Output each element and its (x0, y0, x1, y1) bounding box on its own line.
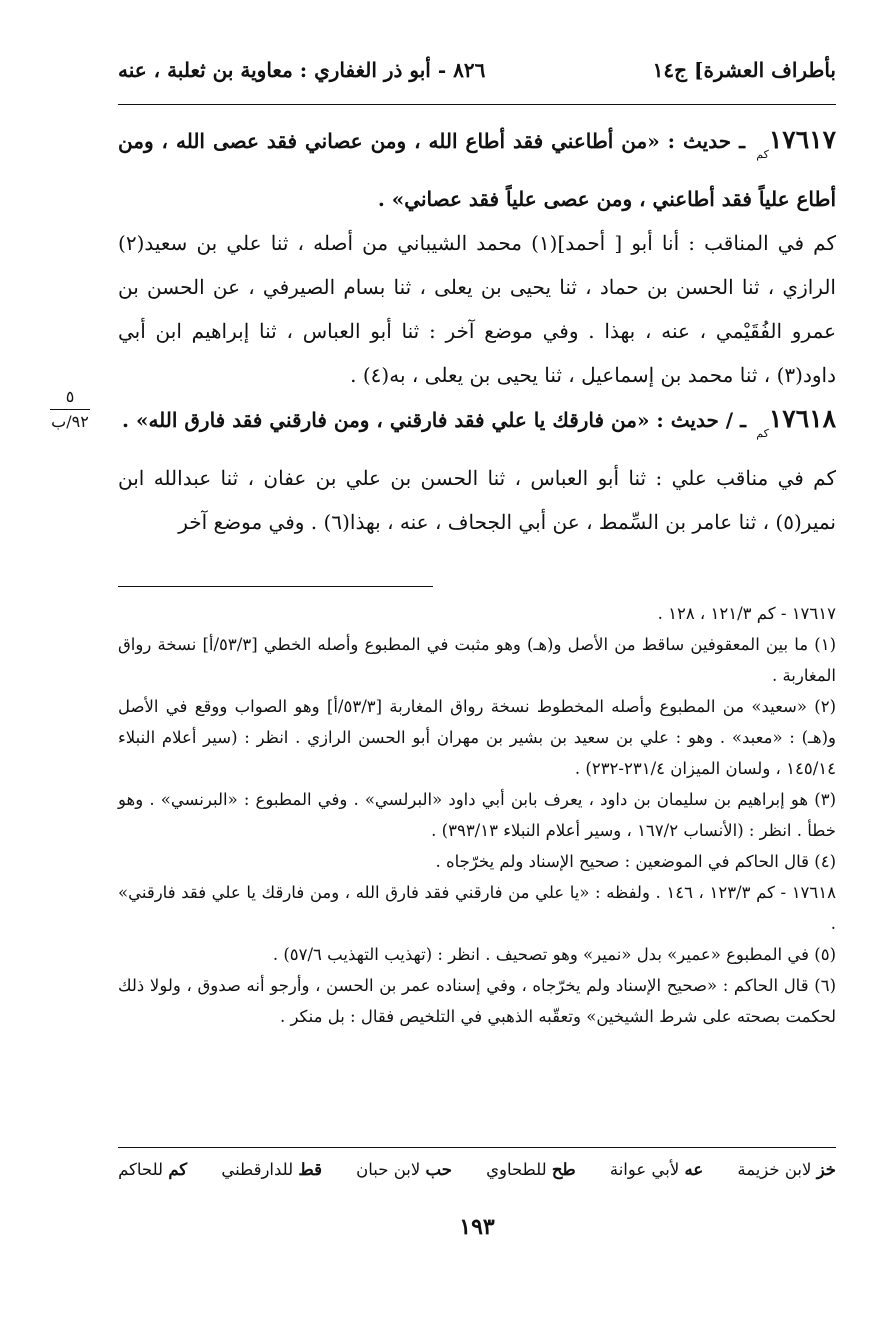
abbreviation-code: عه (684, 1160, 704, 1179)
abbreviation-name: للدارقطني (221, 1160, 294, 1179)
hadith-entry-17618 (118, 397, 836, 456)
page-number: ١٩٣ (459, 1214, 495, 1240)
header-volume-title: بأطراف العشرة] ج١٤ (652, 58, 836, 82)
folio-bottom: ٩٢/ب (51, 412, 89, 431)
hadith-text: ـ حديث : «من أطاعني فقد أطاع الله ، ومن عصاني فقد عصى الله ، ومن أطاع علياً فقد أطاعني ، ومن عصى علياً فقد عصاني» . (118, 129, 836, 211)
manuscript-folio-marker (46, 388, 94, 431)
footnote: (٢) «سعيد» من المطبوع وأصله المخطوط نسخة رواق المغاربة [٥٣/٣/أ] وهو الصواب ووقع في الأصل و(هـ) : «معبد» . وهو : علي بن سعيد بن بشير بن مهران أبو الحسن الرازي . انظر : (سير أعلام النبلاء ١٤٥/١٤ ، ولسان الميزان ٢٣١/٤-٢٣٢) . (118, 697, 837, 778)
abbreviation-name: للحاكم (118, 1160, 164, 1179)
abbreviation-code: قط (298, 1160, 322, 1179)
abbreviation-item (737, 1160, 836, 1179)
abbreviation-rule (118, 1147, 836, 1148)
header-rule (118, 104, 836, 105)
abbreviation-item (221, 1160, 322, 1179)
abbreviation-item (610, 1160, 703, 1179)
footnote: (٤) قال الحاكم في الموضعين : صحيح الإسناد ولم يخرّجاه . (435, 852, 836, 871)
footnote: (١) ما بين المعقوفين ساقط من الأصل و(هـ) وهو مثبت في المطبوع وأصله الخطي [٥٣/٣/أ] نسخة رواق المغاربة . (118, 635, 836, 685)
main-text (118, 118, 836, 544)
hadith-chain: كم في مناقب علي : ثنا أبو العباس ، ثنا الحسن بن علي بن عفان ، ثنا عبدالله ابن نمير(٥) ، ثنا عامر بن السِّمط ، عن أبي الجحاف ، عنه ، بهذا(٦) . وفي موضع آخر (118, 466, 836, 534)
running-header (118, 58, 836, 90)
abbreviation-code: حب (425, 1160, 452, 1179)
abbreviation-code: كم (168, 1160, 188, 1179)
footnote-separator (118, 586, 433, 587)
footnotes (118, 598, 836, 1032)
abbreviation-code: خز (816, 1160, 836, 1179)
footnote-ref: ١٧٦١٨ - كم ١٢٣/٣ ، ١٤٦ . ولفظه : «يا علي من فارقني فقد فارق الله ، ومن فارقك يا علي فقد فارقني» . (118, 883, 836, 933)
abbreviation-name: لابن خزيمة (737, 1160, 812, 1179)
source-mark: كم (756, 148, 769, 161)
hadith-chain: كم في المناقب : أنا أبو [ أحمد](١) محمد الشيباني من أصله ، ثنا علي بن سعيد(٢) الرازي ، ثنا الحسن بن حماد ، ثنا يحيى بن يعلى ، ثنا بسام الصيرفي ، عن الحسن بن عمرو الفُقَيْمي ، عنه ، بهذا . وفي موضع آخر : ثنا أبو العباس ، ثنا إبراهيم ابن أبي داود(٣) ، ثنا محمد بن إسماعيل ، ثنا يحيى بن يعلى ، به(٤) . (118, 231, 837, 387)
abbreviation-name: لأبي عوانة (609, 1160, 680, 1179)
footnote: (٣) هو إبراهيم بن سليمان بن داود ، يعرف بابن أبي داود «البرلسي» . وفي المطبوع : «البرنسي» . وهو خطأ . انظر : (الأنساب ١٦٧/٢ ، وسير أعلام النبلاء ٣٩٣/١٣) . (118, 790, 836, 840)
hadith-number: ١٧٦١٧ (768, 125, 836, 154)
abbreviation-code: طح (551, 1160, 576, 1179)
hadith-number: ١٧٦١٨ (768, 404, 836, 433)
hadith-entry-17617 (118, 118, 836, 221)
hadith-text: ـ / حديث : «من فارقك يا علي فقد فارقني ، ومن فارقني فقد فارق الله» . (122, 408, 746, 432)
abbreviation-item (118, 1160, 187, 1179)
abbreviation-name: لابن حبان (356, 1160, 421, 1179)
footnote: (٦) قال الحاكم : «صحيح الإسناد ولم يخرّجاه ، وفي إسناده عمر بن الحسن ، وأرجو أنه صدوق ، ولولا ذلك لحكمت بصحته على شرط الشيخين» وتعقّبه الذهبي في التلخيص فقال : بل منكر . (118, 976, 836, 1026)
abbreviation-item (486, 1160, 576, 1179)
abbreviation-key (118, 1160, 836, 1179)
source-mark: كم (756, 427, 769, 440)
folio-divider (50, 409, 90, 410)
header-chapter-title: ٨٢٦ - أبو ذر الغفاري : معاوية بن ثعلبة ، عنه (118, 58, 486, 82)
folio-top: ٥ (65, 387, 75, 406)
footnote-ref: ١٧٦١٧ - كم ١٢١/٣ ، ١٢٨ . (657, 604, 836, 623)
abbreviation-name: للطحاوي (486, 1160, 547, 1179)
footnote: (٥) في المطبوع «عمير» بدل «نمير» وهو تصحيف . انظر : (تهذيب التهذيب ٥٧/٦) . (272, 945, 836, 964)
abbreviation-item (356, 1160, 452, 1179)
